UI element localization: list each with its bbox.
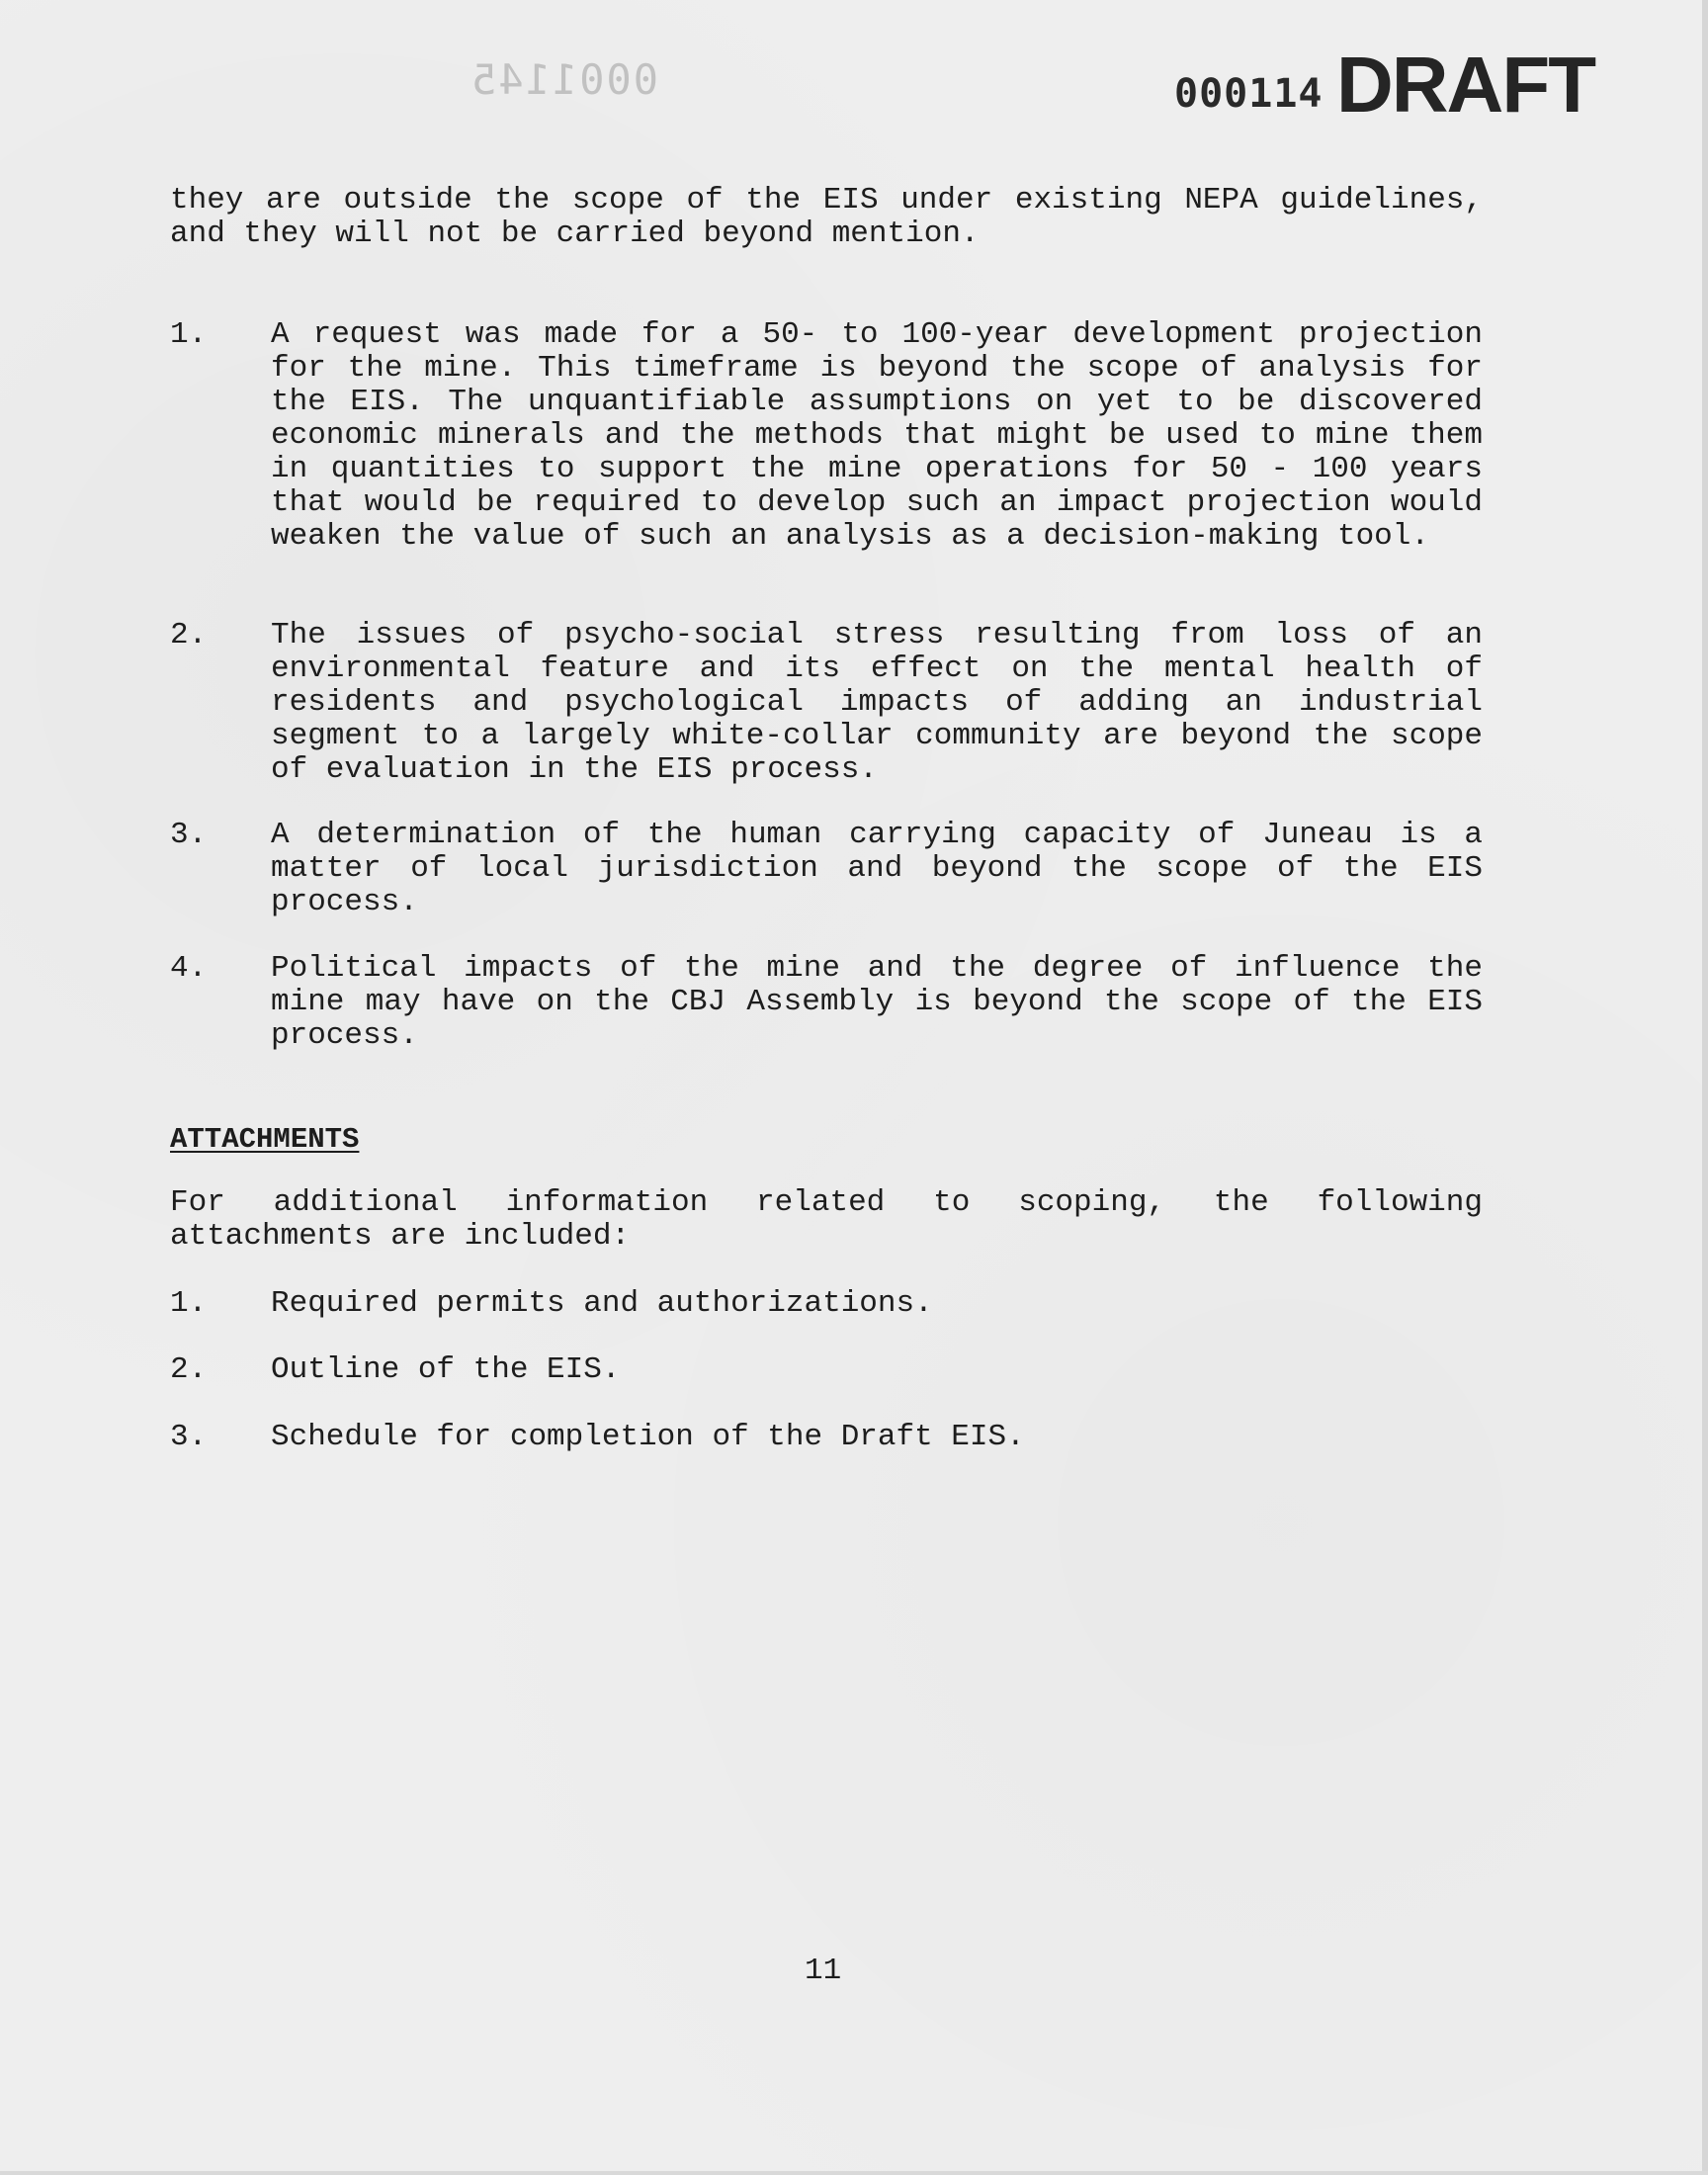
attachments-intro-paragraph: For additional information related to scoping, the following attachments are included: [170,1185,1483,1254]
excluded-issue-item [170,318,1483,554]
list-text: Schedule for completion of the Draft EIS. [271,1420,1025,1454]
list-text: Outline of the EIS. [271,1352,621,1387]
list-text: The issues of psycho-social stress resulting from loss of an environmental feature and its effect on the mental health of residents and psychological impacts of adding an industrial segment to a largely white-collar community are beyond the scope of evaluation in the EIS process. [271,618,1483,787]
excluded-issue-item [170,619,1483,787]
list-number: 1. [170,1286,208,1321]
attachment-item [170,1421,1483,1454]
list-number: 2. [170,1352,208,1387]
list-text: Required permits and authorizations. [271,1286,933,1321]
draft-stamp: DRAFT [1336,41,1595,129]
list-number: 3. [170,818,208,852]
attachment-item [170,1287,1483,1321]
list-number: 2. [170,618,208,652]
attachment-item [170,1353,1483,1387]
page-edge-shadow-bottom [0,2171,1708,2175]
bates-stamp-number: 000114 [1174,71,1324,117]
excluded-issue-item [170,819,1483,919]
list-text: Political impacts of the mine and the degree of influence the mine may have on the CBJ Assembly is beyond the scope of the EIS process. [271,951,1483,1053]
page-number: 11 [805,1954,842,1988]
bleed-through-number: 0001145 [470,55,659,104]
attachments-heading: ATTACHMENTS [170,1123,360,1156]
list-number: 1. [170,317,208,352]
excluded-issue-item [170,952,1483,1053]
page-edge-shadow-right [1702,0,1708,2175]
list-number: 4. [170,951,208,986]
list-text: A determination of the human carrying capacity of Juneau is a matter of local jurisdiction and beyond the scope of the EIS process. [271,818,1483,919]
intro-continuation-paragraph: they are outside the scope of the EIS under existing NEPA guidelines, and they will not be carried beyond mention. [170,183,1483,251]
list-number: 3. [170,1420,208,1454]
list-text: A request was made for a 50- to 100-year development projection for the mine. This timeframe is beyond the scope of analysis for the EIS. The unquantifiable assumptions on yet to be discovered economic minerals and the methods that might be used to mine them in quantities to support the mine operations for 50 - 100 years that would be required to develop such an impact projection would weaken the value of such an analysis as a decision-making tool. [271,317,1483,554]
